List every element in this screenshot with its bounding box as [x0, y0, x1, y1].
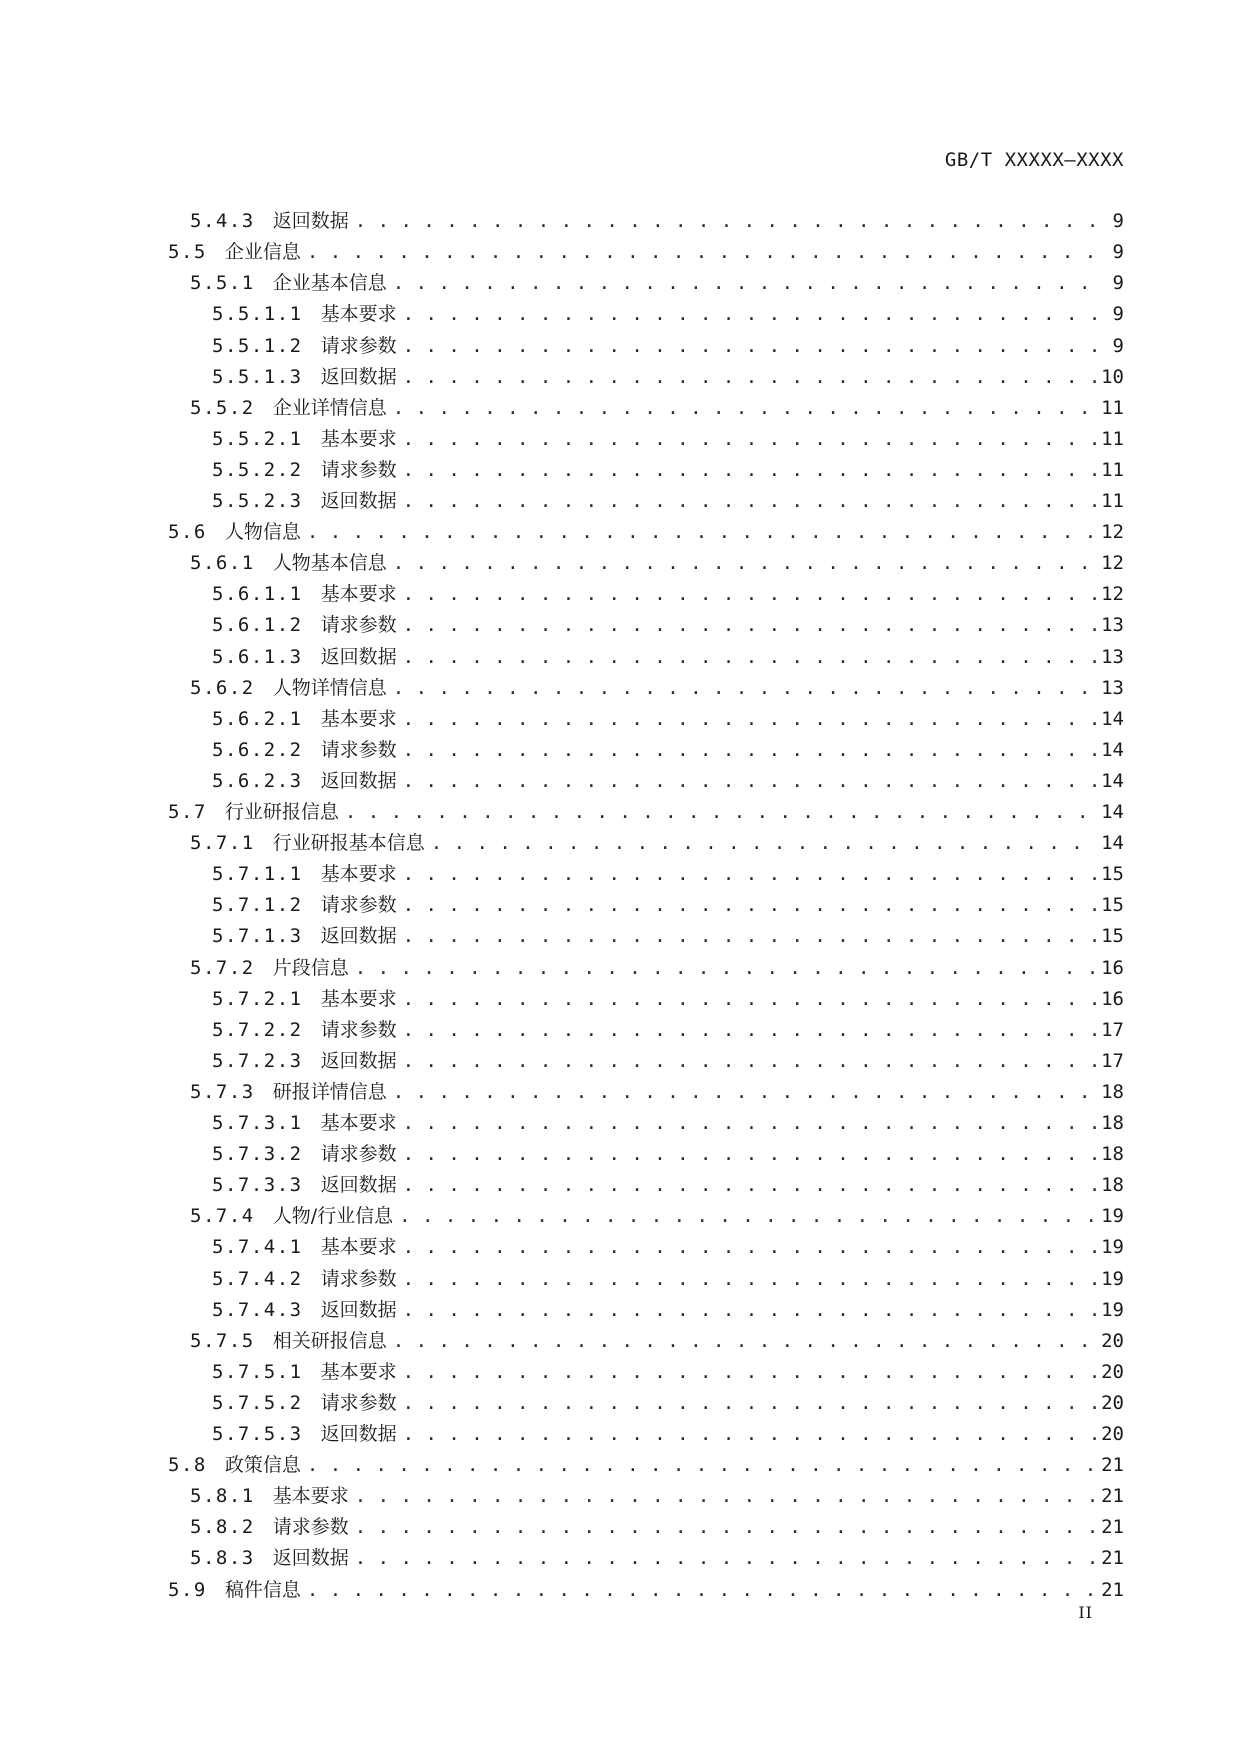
- toc-leader-dots: [403, 365, 1096, 389]
- toc-leader-dots: [403, 862, 1096, 886]
- toc-leader-dots: [355, 956, 1096, 980]
- toc-entry[interactable]: [0, 980, 1124, 1011]
- toc-entry-number: 5.6.2.2: [212, 738, 303, 761]
- toc-entry-page: 12: [1101, 521, 1124, 544]
- toc-entry[interactable]: [0, 669, 1124, 700]
- toc-entry-number: 5.6.2.3: [212, 769, 303, 792]
- toc-entry-page: 14: [1101, 769, 1124, 792]
- toc-entry-page: 13: [1101, 676, 1124, 699]
- toc-entry[interactable]: [0, 637, 1124, 668]
- toc-entry-number: 5.7.5.1: [212, 1360, 303, 1383]
- toc-entry-title: 企业详情信息: [272, 396, 387, 419]
- toc-entry[interactable]: [0, 1042, 1124, 1073]
- toc-entry-number: 5.5.1.3: [212, 365, 303, 388]
- toc-entry-page: 19: [1101, 1205, 1124, 1228]
- toc-entry-number: 5.7.1: [190, 832, 255, 855]
- toc-entry-title: 基本要求: [320, 987, 397, 1010]
- toc-entry-number: 5.7.3: [190, 1080, 255, 1103]
- toc-entry[interactable]: [0, 1353, 1124, 1384]
- toc-entry-number: 5.7.1.2: [212, 894, 303, 917]
- toc-entry[interactable]: [0, 420, 1124, 451]
- toc-entry[interactable]: [0, 326, 1124, 357]
- toc-entry[interactable]: [0, 264, 1124, 295]
- toc-entry-page: 9: [1112, 241, 1124, 264]
- toc-entry[interactable]: [0, 762, 1124, 793]
- toc-entry-number: 5.8.3: [190, 1547, 255, 1570]
- toc-entry-page: 20: [1101, 1329, 1124, 1352]
- toc-entry-title: 请求参数: [320, 1143, 397, 1166]
- toc-leader-dots: [403, 1235, 1096, 1259]
- toc-entry[interactable]: [0, 1291, 1124, 1322]
- toc-entry[interactable]: [0, 1384, 1124, 1415]
- toc-entry[interactable]: [0, 544, 1124, 575]
- toc-leader-dots: [403, 1173, 1096, 1197]
- toc-entry-title: 相关研报信息: [272, 1329, 387, 1352]
- toc-leader-dots: [403, 893, 1096, 917]
- toc-entry-number: 5.7: [168, 801, 207, 824]
- toc-entry[interactable]: [0, 606, 1124, 637]
- toc-entry-number: 5.7.3.2: [212, 1143, 303, 1166]
- toc-entry[interactable]: [0, 358, 1124, 389]
- toc-entry-number: 5.5.2.2: [212, 458, 303, 481]
- toc-entry[interactable]: [0, 1415, 1124, 1446]
- toc-entry-page: 21: [1101, 1516, 1124, 1539]
- toc-entry-page: 16: [1101, 956, 1124, 979]
- toc-entry[interactable]: [0, 1197, 1124, 1228]
- toc-entry-page: 11: [1101, 458, 1124, 481]
- toc-leader-dots: [345, 800, 1096, 824]
- toc-entry-number: 5.7.1.1: [212, 863, 303, 886]
- toc-entry[interactable]: [0, 948, 1124, 979]
- toc-entry[interactable]: [0, 700, 1124, 731]
- toc-leader-dots: [403, 334, 1096, 358]
- toc-entry[interactable]: [0, 233, 1124, 264]
- toc-entry-title: 行业研报基本信息: [272, 832, 425, 855]
- toc-entry-title: 请求参数: [320, 334, 397, 357]
- toc-entry-number: 5.5.1: [190, 272, 255, 295]
- toc-entry[interactable]: [0, 1166, 1124, 1197]
- toc-entry-page: 14: [1101, 707, 1124, 730]
- toc-entry[interactable]: [0, 1322, 1124, 1353]
- toc-entry-number: 5.5.1.1: [212, 303, 303, 326]
- toc-entry-title: 基本要求: [320, 303, 397, 326]
- toc-entry[interactable]: [0, 389, 1124, 420]
- toc-entry[interactable]: [0, 1477, 1124, 1508]
- toc-leader-dots: [403, 582, 1096, 606]
- toc-leader-dots: [403, 645, 1096, 669]
- toc-entry-page: 11: [1101, 396, 1124, 419]
- toc-leader-dots: [393, 1329, 1096, 1353]
- toc-leader-dots: [403, 1049, 1096, 1073]
- toc-entry-page: 9: [1112, 334, 1124, 357]
- toc-entry-number: 5.5.2.3: [212, 490, 303, 513]
- toc-leader-dots: [393, 676, 1096, 700]
- toc-entry-title: 片段信息: [272, 956, 349, 979]
- toc-entry[interactable]: [0, 1228, 1124, 1259]
- toc-entry-page: 18: [1101, 1143, 1124, 1166]
- toc-entry[interactable]: [0, 1570, 1124, 1601]
- toc-entry-page: 21: [1101, 1547, 1124, 1570]
- toc-entry[interactable]: [0, 1104, 1124, 1135]
- toc-entry-title: 基本要求: [320, 707, 397, 730]
- toc-entry[interactable]: [0, 1508, 1124, 1539]
- toc-leader-dots: [403, 427, 1096, 451]
- toc-entry-page: 15: [1101, 894, 1124, 917]
- toc-entry-page: 15: [1101, 925, 1124, 948]
- toc-entry-title: 研报详情信息: [272, 1080, 387, 1103]
- toc-entry-title: 返回数据: [320, 645, 397, 668]
- toc-entry[interactable]: [0, 1259, 1124, 1290]
- toc-entry-number: 5.5.1.2: [212, 334, 303, 357]
- toc-leader-dots: [431, 831, 1096, 855]
- toc-entry-title: 返回数据: [320, 1423, 397, 1446]
- toc-entry-page: 9: [1112, 272, 1124, 295]
- toc-entry-page: 9: [1112, 303, 1124, 326]
- toc-entry-number: 5.6.1: [190, 552, 255, 575]
- toc-entry-number: 5.8.2: [190, 1516, 255, 1539]
- toc-entry-title: 行业研报信息: [224, 801, 339, 824]
- toc-entry[interactable]: [0, 451, 1124, 482]
- toc-entry-title: 稿件信息: [224, 1578, 301, 1601]
- toc-entry-title: 基本要求: [320, 1112, 397, 1135]
- toc-leader-dots: [403, 987, 1096, 1011]
- toc-entry-page: 18: [1101, 1080, 1124, 1103]
- toc-entry-number: 5.7.5.2: [212, 1391, 303, 1414]
- toc-entry-number: 5.6.2: [190, 676, 255, 699]
- toc-entry-page: 19: [1101, 1298, 1124, 1321]
- toc-entry-page: 18: [1101, 1112, 1124, 1135]
- toc-entry[interactable]: [0, 1073, 1124, 1104]
- toc-entry-number: 5.7.4.1: [212, 1236, 303, 1259]
- toc-entry-number: 5.5: [168, 241, 207, 264]
- toc-entry-number: 5.7.4.2: [212, 1267, 303, 1290]
- toc-entry-title: 返回数据: [272, 210, 349, 233]
- toc-entry-title: 返回数据: [320, 490, 397, 513]
- toc-leader-dots: [403, 1111, 1096, 1135]
- toc-leader-dots: [403, 1391, 1096, 1415]
- toc-leader-dots: [403, 707, 1096, 731]
- toc-entry-page: 11: [1101, 490, 1124, 513]
- toc-leader-dots: [403, 302, 1096, 326]
- toc-entry-page: 16: [1101, 987, 1124, 1010]
- toc-entry-title: 请求参数: [320, 614, 397, 637]
- toc-entry-page: 19: [1101, 1267, 1124, 1290]
- toc-entry-title: 返回数据: [320, 1049, 397, 1072]
- toc-leader-dots: [307, 1453, 1096, 1477]
- toc-entry-title: 请求参数: [272, 1516, 349, 1539]
- toc-entry-title: 基本要求: [272, 1485, 349, 1508]
- toc-leader-dots: [403, 738, 1096, 762]
- toc-entry-page: 18: [1101, 1174, 1124, 1197]
- toc-leader-dots: [403, 1360, 1096, 1384]
- toc-entry-title: 人物/行业信息: [272, 1205, 394, 1228]
- toc-entry-number: 5.5.2: [190, 396, 255, 419]
- toc-leader-dots: [393, 396, 1096, 420]
- toc-leader-dots: [355, 1515, 1096, 1539]
- toc-entry-title: 请求参数: [320, 1267, 397, 1290]
- toc-entry-title: 返回数据: [320, 925, 397, 948]
- toc-leader-dots: [355, 1484, 1096, 1508]
- toc-entry-title: 基本要求: [320, 863, 397, 886]
- toc-entry[interactable]: [0, 1446, 1124, 1477]
- toc-entry-page: 10: [1101, 365, 1124, 388]
- toc-leader-dots: [403, 1422, 1096, 1446]
- toc-entry[interactable]: [0, 824, 1124, 855]
- toc-entry-page: 14: [1101, 832, 1124, 855]
- toc-entry-page: 21: [1101, 1454, 1124, 1477]
- toc-entry-number: 5.7.2: [190, 956, 255, 979]
- toc-entry-title: 基本要求: [320, 583, 397, 606]
- toc-entry-title: 企业基本信息: [272, 272, 387, 295]
- toc-entry-page: 15: [1101, 863, 1124, 886]
- toc-entry-number: 5.7.5.3: [212, 1423, 303, 1446]
- toc-entry-page: 13: [1101, 645, 1124, 668]
- toc-entry-title: 返回数据: [320, 1298, 397, 1321]
- toc-leader-dots: [307, 520, 1096, 544]
- toc-entry[interactable]: [0, 513, 1124, 544]
- toc-leader-dots: [307, 240, 1096, 264]
- toc-entry-title: 人物基本信息: [272, 552, 387, 575]
- toc-leader-dots: [403, 1018, 1096, 1042]
- toc-entry-number: 5.4.3: [190, 210, 255, 233]
- toc-entry-number: 5.7.3.3: [212, 1174, 303, 1197]
- toc-leader-dots: [403, 769, 1096, 793]
- toc-entry-title: 请求参数: [320, 738, 397, 761]
- toc-leader-dots: [399, 1204, 1096, 1228]
- toc-entry-number: 5.7.2.3: [212, 1049, 303, 1072]
- toc-entry-number: 5.7.4: [190, 1205, 255, 1228]
- toc-leader-dots: [355, 1546, 1096, 1570]
- document-code-header: GB/T XXXXX—XXXX: [944, 149, 1124, 171]
- toc-entry-title: 返回数据: [272, 1547, 349, 1570]
- toc-entry[interactable]: [0, 793, 1124, 824]
- toc-entry[interactable]: [0, 1011, 1124, 1042]
- toc-entry-page: 11: [1101, 427, 1124, 450]
- toc-entry-page: 20: [1101, 1423, 1124, 1446]
- toc-entry-title: 请求参数: [320, 894, 397, 917]
- toc-leader-dots: [393, 1080, 1096, 1104]
- toc-leader-dots: [403, 613, 1096, 637]
- toc-entry-page: 14: [1101, 801, 1124, 824]
- toc-entry[interactable]: [0, 731, 1124, 762]
- toc-entry-title: 返回数据: [320, 1174, 397, 1197]
- toc-entry-page: 12: [1101, 583, 1124, 606]
- toc-entry-page: 19: [1101, 1236, 1124, 1259]
- toc-entry-number: 5.6: [168, 521, 207, 544]
- toc-entry-number: 5.5.2.1: [212, 427, 303, 450]
- toc-leader-dots: [393, 271, 1096, 295]
- toc-entry-number: 5.6.2.1: [212, 707, 303, 730]
- toc-entry-page: 12: [1101, 552, 1124, 575]
- toc-entry[interactable]: [0, 1135, 1124, 1166]
- toc-entry-title: 基本要求: [320, 1236, 397, 1259]
- toc-entry-page: 20: [1101, 1391, 1124, 1414]
- toc-entry-number: 5.7.2.1: [212, 987, 303, 1010]
- toc-entry-number: 5.6.1.3: [212, 645, 303, 668]
- toc-leader-dots: [355, 209, 1096, 233]
- toc-entry-title: 请求参数: [320, 1018, 397, 1041]
- toc-entry[interactable]: [0, 917, 1124, 948]
- toc-leader-dots: [307, 1578, 1096, 1602]
- toc-entry-number: 5.8: [168, 1454, 207, 1477]
- toc-entry-number: 5.7.1.3: [212, 925, 303, 948]
- toc-entry[interactable]: [0, 202, 1124, 233]
- toc-leader-dots: [403, 1298, 1096, 1322]
- page-number: II: [1078, 1603, 1093, 1622]
- toc-entry[interactable]: [0, 1539, 1124, 1570]
- toc-entry-page: 9: [1112, 210, 1124, 233]
- toc-leader-dots: [393, 551, 1096, 575]
- toc-entry-title: 返回数据: [320, 769, 397, 792]
- toc-entry-title: 基本要求: [320, 1360, 397, 1383]
- toc-entry-number: 5.7.2.2: [212, 1018, 303, 1041]
- toc-entry-page: 20: [1101, 1360, 1124, 1383]
- toc-entry-number: 5.7.3.1: [212, 1112, 303, 1135]
- toc-entry-title: 人物信息: [224, 521, 301, 544]
- toc-entry-number: 5.7.4.3: [212, 1298, 303, 1321]
- toc-entry[interactable]: [0, 855, 1124, 886]
- toc-entry-page: 17: [1101, 1049, 1124, 1072]
- toc-entry-title: 企业信息: [224, 241, 301, 264]
- toc-entry-page: 14: [1101, 738, 1124, 761]
- toc-entry[interactable]: [0, 575, 1124, 606]
- toc-leader-dots: [403, 489, 1096, 513]
- toc-leader-dots: [403, 458, 1096, 482]
- toc-entry[interactable]: [0, 886, 1124, 917]
- toc-entry-title: 返回数据: [320, 365, 397, 388]
- toc-entry-title: 基本要求: [320, 427, 397, 450]
- toc-entry-number: 5.6.1.1: [212, 583, 303, 606]
- toc-leader-dots: [403, 1142, 1096, 1166]
- toc-entry-number: 5.8.1: [190, 1485, 255, 1508]
- toc-entry-title: 政策信息: [224, 1454, 301, 1477]
- toc-entry-title: 请求参数: [320, 1391, 397, 1414]
- toc-leader-dots: [403, 924, 1096, 948]
- toc-entry[interactable]: [0, 295, 1124, 326]
- toc-entry[interactable]: [0, 482, 1124, 513]
- toc-entry-number: 5.6.1.2: [212, 614, 303, 637]
- toc-entry-number: 5.7.5: [190, 1329, 255, 1352]
- toc-entry-number: 5.9: [168, 1578, 207, 1601]
- toc-entry-page: 13: [1101, 614, 1124, 637]
- toc-entry-title: 请求参数: [320, 458, 397, 481]
- toc-entry-page: 21: [1101, 1485, 1124, 1508]
- toc-entry-title: 人物详情信息: [272, 676, 387, 699]
- toc-leader-dots: [403, 1267, 1096, 1291]
- toc-entry-page: 17: [1101, 1018, 1124, 1041]
- toc-entry-page: 21: [1101, 1578, 1124, 1601]
